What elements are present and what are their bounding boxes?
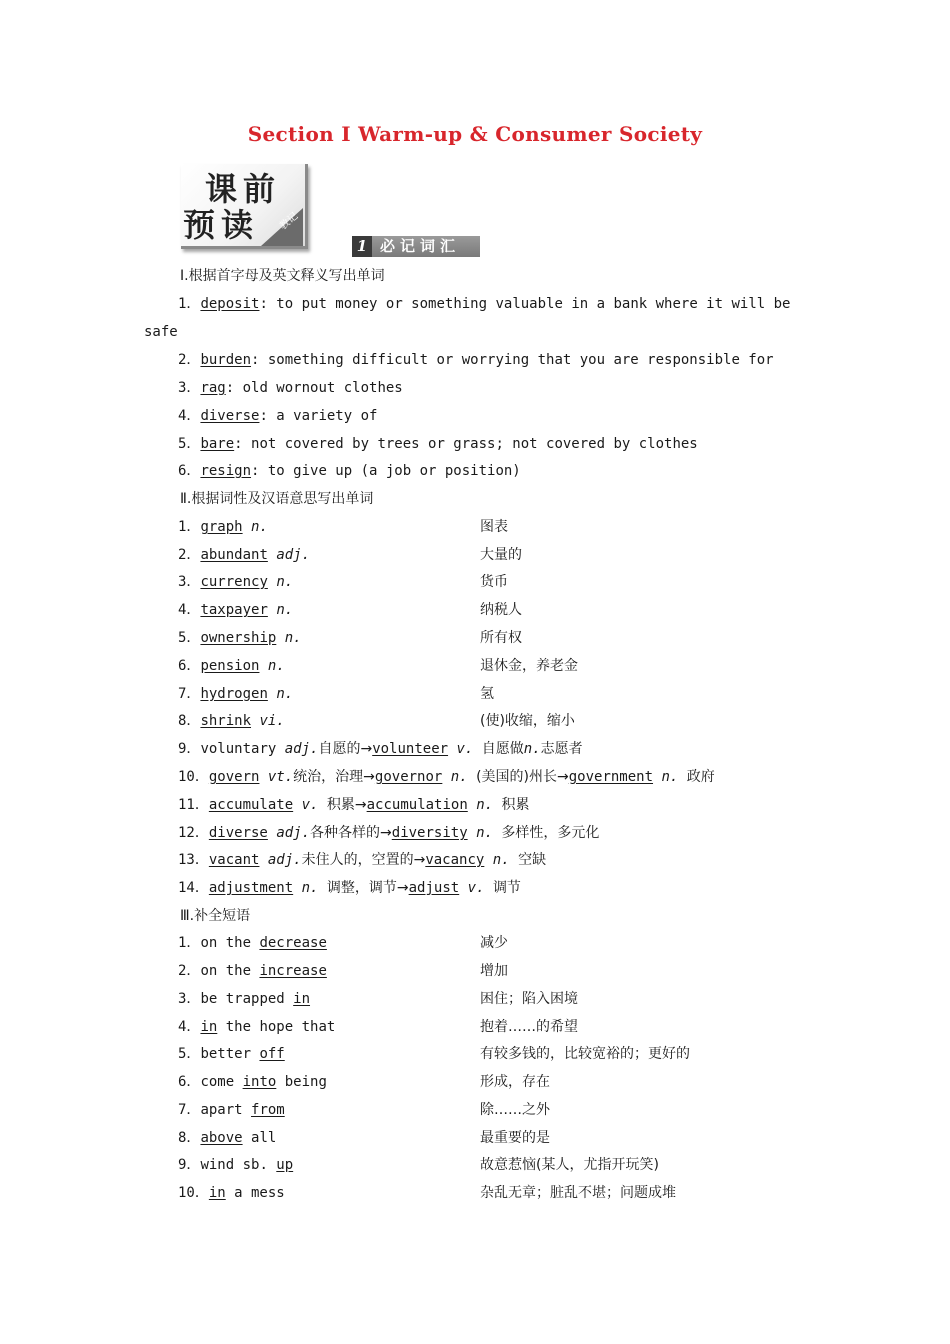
meaning: 统治，治理→ [293,769,375,785]
part-of-speech: n. [476,825,493,841]
list-item [178,795,530,815]
list-item [178,628,302,648]
meaning: 纳税人 [480,602,522,618]
answer-word: accumulation [366,797,468,813]
list-item [178,600,293,620]
meaning: 减少 [480,935,508,951]
list-item [178,989,310,1009]
item-number: 4． [178,602,201,618]
item-number: 4． [178,1019,201,1035]
answer-word: abundant [200,547,268,563]
item-number: 5． [178,436,201,452]
meaning: 图表 [480,519,508,535]
item-number: 2． [178,352,201,368]
section-tag-label: 必记词汇 [380,237,461,255]
part-of-speech: n. [276,574,294,590]
meaning: 多样性，多元化 [501,825,600,841]
section-tag-number: 1 [352,236,372,257]
answer-word: governor [374,769,443,785]
list-item [178,684,293,704]
list-item [178,767,715,787]
list-item [178,656,285,676]
list-item [178,878,521,898]
meaning: 有较多钱的，比较宽裕的；更好的 [480,1046,690,1062]
answer-word: adjust [408,880,460,896]
answer-word: govern [208,769,260,785]
phrase-text: come [200,1074,243,1090]
part-of-speech: n. [450,769,468,785]
part-of-speech: v. [456,741,474,757]
answer-word: in [293,991,311,1007]
meaning: 志愿者 [540,741,583,757]
part-of-speech: n. [476,797,494,813]
answer-word: government [568,769,654,785]
meaning: 未住人的，空置的→ [301,852,426,868]
list-item [178,406,377,426]
list-item [178,1100,285,1120]
meaning: 故意惹恼(某人，尤指开玩笑) [480,1157,659,1173]
answer-word: diversity [391,825,468,841]
definition: : a variety of [259,408,378,424]
meaning: 调节 [492,880,521,896]
part-of-speech: n. [301,880,319,896]
answer-word: diverse [208,825,268,841]
phrase-text: wind sb. [200,1157,277,1173]
list-item [178,823,599,843]
phrase-text: a mess [225,1185,285,1201]
definition-continuation: safe [144,324,178,340]
answer-word: increase [259,963,327,979]
meaning: 最重要的是 [480,1130,550,1146]
phrase-text: being [276,1074,327,1090]
answer-word: burden [200,352,252,368]
item-number: 11． [178,797,209,813]
answer-word: above [200,1130,243,1146]
answer-word: rag [200,380,226,396]
list-item [178,1155,293,1175]
item-number: 12． [178,825,209,841]
answer-word: pension [200,658,260,674]
item-number: 3． [178,991,201,1007]
list-item [178,1128,276,1148]
answer-word: deposit [200,296,260,312]
answer-word: off [259,1046,285,1062]
list-item [178,517,268,537]
answer-word: bare [200,436,235,452]
preview-badge [181,164,311,252]
definition: : old wornout clothes [225,380,403,396]
part-of-speech: adj. [276,825,311,841]
item-number: 13． [178,852,209,868]
meaning: 空缺 [518,852,547,868]
definition: : to give up (a job or position) [251,463,521,479]
part-of-speech: n. [251,519,268,535]
meaning: 各种各样的→ [310,825,392,841]
meaning: 退休金，养老金 [480,658,578,674]
answer-word: resign [200,463,252,479]
meaning: 增加 [480,963,508,979]
item-number: 6． [178,658,201,674]
definition: : not covered by trees or grass; not covered by clothes [234,436,698,452]
answer-word: vacancy [425,852,485,868]
meaning: 自愿做 [481,741,524,757]
item-number: 7． [178,1102,201,1118]
item-number: 4． [178,408,201,424]
part-of-speech: n. [661,769,679,785]
phrase-text: apart [200,1102,252,1118]
item-number: 5． [178,1046,201,1062]
part-of-speech: vi. [259,713,285,729]
meaning: 除……之外 [480,1102,550,1118]
list-item [178,711,285,731]
meaning: 货币 [480,574,508,590]
meaning: 形成，存在 [480,1074,550,1090]
item-number: 10． [178,1185,209,1201]
item-number: 9． [178,741,201,757]
section-tag [352,236,480,257]
meaning: 调整，调节→ [326,880,409,896]
answer-word: decrease [259,935,327,951]
item-number: 1． [178,296,201,312]
list-item [178,572,293,592]
answer-word: diverse [200,408,260,424]
page-title: Section Ⅰ Warm-up & Consumer Society [247,122,703,146]
item-number: 5． [178,630,201,646]
list-item [178,961,327,981]
item-number: 2． [178,963,201,979]
part-of-speech: n. [267,658,285,674]
part-of-speech: n. [523,741,541,757]
item-number: 9． [178,1157,201,1173]
part-of-speech: adj. [276,547,311,563]
meaning: 困住；陷入困境 [480,991,578,1007]
badge-corner-text: 教记 [277,210,301,233]
part2-heading: Ⅱ.根据词性及汉语意思写出单词 [180,491,374,507]
list-item [178,933,327,953]
part-of-speech: vt. [267,769,294,785]
part3-heading: Ⅲ.补全短语 [180,908,251,924]
item-number: 8． [178,1130,201,1146]
meaning: 积累 [501,797,530,813]
item-number: 1． [178,935,201,951]
meaning: 抱着……的希望 [480,1019,578,1035]
item-number: 3． [178,380,201,396]
part-of-speech: adj. [267,852,302,868]
meaning: (使)收缩，缩小 [480,713,575,729]
part-of-speech: v. [467,880,485,896]
answer-word: in [200,1019,218,1035]
answer-word: volunteer [372,741,449,757]
answer-word: currency [200,574,268,590]
answer-word: hydrogen [200,686,268,702]
item-number: 7． [178,686,201,702]
answer-word: in [208,1185,226,1201]
answer-word: ownership [200,630,277,646]
item-number: 1． [178,519,201,535]
item-number: 6． [178,463,201,479]
list-item [178,1072,327,1092]
item-number: 8． [178,713,201,729]
definition: : something difficult or worrying that you are responsible for [251,352,774,368]
list-item [178,350,774,370]
meaning: 自愿的→ [318,741,373,757]
item-number: 3． [178,574,201,590]
badge-line-2: 预读 [183,206,260,244]
answer-word: graph [200,519,243,535]
meaning: 氢 [480,686,494,702]
answer-word: up [276,1157,294,1173]
part-of-speech: n. [276,602,294,618]
list-item [178,1017,335,1037]
part-of-speech: n. [276,686,294,702]
answer-word: taxpayer [200,602,268,618]
phrase-text: be trapped [200,991,294,1007]
answer-word: shrink [200,713,252,729]
part-of-speech: v. [301,797,319,813]
part-of-speech: n. [284,630,302,646]
phrase-text: all [242,1130,277,1146]
list-item [178,461,521,481]
part-of-speech: adj. [284,741,319,757]
answer-word: accumulate [208,797,294,813]
list-item [178,739,583,759]
answer-word: into [242,1074,277,1090]
phrase-text: the hope that [217,1019,336,1035]
item-number: 10． [178,769,209,785]
list-item [178,434,698,454]
list-item [178,545,310,565]
item-number: 2． [178,547,201,563]
list-item [178,1183,285,1203]
item-number: 14． [178,880,209,896]
meaning: 政府 [686,769,715,785]
phrase-text: on the [200,963,260,979]
list-item [178,378,403,398]
meaning: (美国的)州长→ [476,769,569,785]
item-number: 6． [178,1074,201,1090]
answer-word: from [251,1102,285,1118]
list-item [178,1044,285,1064]
part-of-speech: n. [492,852,510,868]
base-word: voluntary [200,741,277,757]
answer-word: adjustment [208,880,294,896]
list-item [178,294,790,314]
meaning: 杂乱无章；脏乱不堪；问题成堆 [480,1185,676,1201]
answer-word: vacant [208,852,260,868]
meaning: 积累→ [326,797,367,813]
definition: : to put money or something valuable in a bank where it will be [259,296,791,312]
phrase-text: better [200,1046,260,1062]
meaning: 所有权 [480,630,522,646]
part1-heading: Ⅰ.根据首字母及英文释义写出单词 [180,268,385,284]
meaning: 大量的 [480,547,522,563]
phrase-text: on the [200,935,260,951]
list-item [178,850,546,870]
badge-line-1: 课前 [205,170,282,208]
